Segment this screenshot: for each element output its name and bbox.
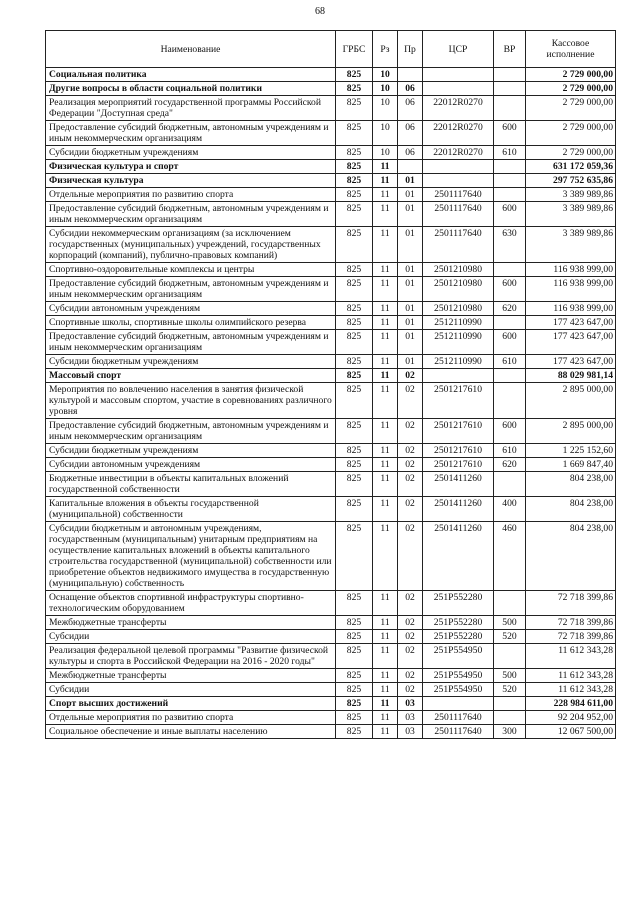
cell-csr: 251P554950	[423, 683, 494, 697]
cell-amount: 11 612 343,28	[526, 644, 616, 669]
table-row	[46, 355, 616, 369]
cell-rz: 11	[373, 227, 398, 263]
cell-name: Межбюджетные трансферты	[46, 616, 336, 630]
cell-amount: 804 238,00	[526, 522, 616, 591]
cell-amount: 177 423 647,00	[526, 330, 616, 355]
cell-csr: 22012R0270	[423, 146, 494, 160]
cell-grbs: 825	[336, 82, 373, 96]
cell-grbs: 825	[336, 497, 373, 522]
table-row	[46, 497, 616, 522]
cell-csr: 2501411260	[423, 522, 494, 591]
cell-vr: 620	[494, 458, 526, 472]
cell-vr: 610	[494, 444, 526, 458]
cell-name: Предоставление субсидий бюджетным, автономным учреждениям и иным некоммерческим организациям	[46, 121, 336, 146]
table-row	[46, 644, 616, 669]
cell-name: Физическая культура и спорт	[46, 160, 336, 174]
cell-csr: 251P552280	[423, 616, 494, 630]
cell-csr: 2501117640	[423, 711, 494, 725]
table-row	[46, 316, 616, 330]
table-row	[46, 683, 616, 697]
cell-csr: 2501217610	[423, 444, 494, 458]
cell-amount: 116 938 999,00	[526, 277, 616, 302]
cell-grbs: 825	[336, 419, 373, 444]
cell-csr: 2501210980	[423, 277, 494, 302]
cell-pr: 03	[398, 725, 423, 739]
cell-pr: 02	[398, 522, 423, 591]
cell-grbs: 825	[336, 591, 373, 616]
cell-vr: 630	[494, 227, 526, 263]
header-pr: Пр	[398, 31, 423, 68]
cell-name: Спортивно-оздоровительные комплексы и центры	[46, 263, 336, 277]
cell-pr: 01	[398, 202, 423, 227]
table-row	[46, 160, 616, 174]
cell-grbs: 825	[336, 160, 373, 174]
cell-csr	[423, 68, 494, 82]
cell-vr: 520	[494, 630, 526, 644]
cell-amount: 228 984 611,00	[526, 697, 616, 711]
cell-vr: 600	[494, 419, 526, 444]
cell-amount: 116 938 999,00	[526, 302, 616, 316]
cell-vr: 600	[494, 121, 526, 146]
cell-name: Межбюджетные трансферты	[46, 669, 336, 683]
cell-rz: 11	[373, 277, 398, 302]
cell-pr: 01	[398, 174, 423, 188]
cell-rz: 11	[373, 160, 398, 174]
table-row	[46, 96, 616, 121]
table-row	[46, 383, 616, 419]
header-row	[46, 31, 616, 68]
table-row	[46, 616, 616, 630]
cell-rz: 11	[373, 316, 398, 330]
cell-csr: 251P554950	[423, 669, 494, 683]
cell-csr: 2501117640	[423, 725, 494, 739]
cell-name: Физическая культура	[46, 174, 336, 188]
cell-pr: 02	[398, 591, 423, 616]
cell-name: Бюджетные инвестиции в объекты капитальных вложений государственной собственности	[46, 472, 336, 497]
cell-grbs: 825	[336, 302, 373, 316]
cell-vr: 600	[494, 330, 526, 355]
cell-vr	[494, 160, 526, 174]
table-row	[46, 330, 616, 355]
cell-pr: 02	[398, 497, 423, 522]
cell-pr: 02	[398, 644, 423, 669]
cell-grbs: 825	[336, 522, 373, 591]
cell-pr: 06	[398, 146, 423, 160]
cell-grbs: 825	[336, 277, 373, 302]
cell-pr: 03	[398, 711, 423, 725]
cell-grbs: 825	[336, 697, 373, 711]
cell-csr: 2501217610	[423, 383, 494, 419]
cell-vr: 600	[494, 202, 526, 227]
table-row	[46, 522, 616, 591]
cell-pr: 02	[398, 369, 423, 383]
cell-name: Реализация мероприятий государственной программы Российской Федерации "Доступная среда"	[46, 96, 336, 121]
cell-amount: 92 204 952,00	[526, 711, 616, 725]
cell-pr: 02	[398, 419, 423, 444]
cell-vr: 600	[494, 277, 526, 302]
cell-csr: 2501117640	[423, 202, 494, 227]
cell-amount: 2 895 000,00	[526, 383, 616, 419]
cell-rz: 11	[373, 419, 398, 444]
table-row	[46, 369, 616, 383]
cell-pr: 02	[398, 630, 423, 644]
cell-vr: 500	[494, 669, 526, 683]
cell-amount: 2 729 000,00	[526, 82, 616, 96]
cell-rz: 10	[373, 82, 398, 96]
cell-grbs: 825	[336, 369, 373, 383]
cell-rz: 11	[373, 369, 398, 383]
cell-pr: 02	[398, 472, 423, 497]
cell-amount: 116 938 999,00	[526, 263, 616, 277]
cell-rz: 11	[373, 497, 398, 522]
table-row	[46, 419, 616, 444]
cell-csr: 2501117640	[423, 188, 494, 202]
cell-csr	[423, 174, 494, 188]
cell-grbs: 825	[336, 458, 373, 472]
cell-vr: 610	[494, 355, 526, 369]
cell-vr	[494, 472, 526, 497]
table-row	[46, 146, 616, 160]
table-row	[46, 697, 616, 711]
cell-amount: 2 729 000,00	[526, 68, 616, 82]
cell-name: Социальное обеспечение и иные выплаты населению	[46, 725, 336, 739]
cell-name: Субсидии бюджетным учреждениям	[46, 355, 336, 369]
table-row	[46, 277, 616, 302]
cell-grbs: 825	[336, 616, 373, 630]
cell-name: Мероприятия по вовлечению населения в занятия физической культурой и массовым спортом, участие в соревнованиях различного уровня	[46, 383, 336, 419]
cell-pr: 02	[398, 683, 423, 697]
cell-csr: 2501210980	[423, 263, 494, 277]
cell-csr: 2501217610	[423, 458, 494, 472]
cell-vr	[494, 82, 526, 96]
cell-name: Реализация федеральной целевой программы "Развитие физической культуры и спорта в Российской Федерации на 2016 - 2020 годы"	[46, 644, 336, 669]
cell-rz: 11	[373, 444, 398, 458]
table-row	[46, 458, 616, 472]
cell-name: Спорт высших достижений	[46, 697, 336, 711]
cell-rz: 10	[373, 68, 398, 82]
cell-csr	[423, 82, 494, 96]
cell-name: Предоставление субсидий бюджетным, автономным учреждениям и иным некоммерческим организациям	[46, 419, 336, 444]
cell-vr	[494, 316, 526, 330]
cell-vr	[494, 68, 526, 82]
table-row	[46, 302, 616, 316]
table-row	[46, 444, 616, 458]
cell-grbs: 825	[336, 227, 373, 263]
cell-name: Социальная политика	[46, 68, 336, 82]
cell-amount: 11 612 343,28	[526, 669, 616, 683]
cell-amount: 1 669 847,40	[526, 458, 616, 472]
cell-amount: 88 029 981,14	[526, 369, 616, 383]
cell-amount: 11 612 343,28	[526, 683, 616, 697]
cell-pr: 01	[398, 316, 423, 330]
cell-rz: 10	[373, 96, 398, 121]
cell-pr: 02	[398, 669, 423, 683]
cell-amount: 297 752 635,86	[526, 174, 616, 188]
cell-pr: 01	[398, 277, 423, 302]
cell-name: Субсидии бюджетным и автономным учреждениям, государственным (муниципальным) унитарным предприятиям на осуществление капитальных вложений в объекты капитального строительства государственной (муниципальной) собственности или приобретение объектов недвижимого имущества в государственную (муниципальную) собственность	[46, 522, 336, 591]
cell-rz: 11	[373, 174, 398, 188]
cell-pr: 06	[398, 82, 423, 96]
cell-grbs: 825	[336, 121, 373, 146]
cell-vr: 300	[494, 725, 526, 739]
cell-pr: 06	[398, 121, 423, 146]
cell-rz: 11	[373, 355, 398, 369]
cell-rz: 11	[373, 458, 398, 472]
cell-rz: 11	[373, 669, 398, 683]
cell-rz: 11	[373, 188, 398, 202]
cell-vr: 460	[494, 522, 526, 591]
table-row	[46, 188, 616, 202]
cell-csr	[423, 160, 494, 174]
table-row	[46, 725, 616, 739]
cell-csr: 2512110990	[423, 316, 494, 330]
cell-grbs: 825	[336, 669, 373, 683]
cell-rz: 11	[373, 616, 398, 630]
cell-amount: 804 238,00	[526, 472, 616, 497]
table-row	[46, 227, 616, 263]
cell-grbs: 825	[336, 202, 373, 227]
cell-rz: 11	[373, 522, 398, 591]
cell-grbs: 825	[336, 174, 373, 188]
cell-rz: 11	[373, 644, 398, 669]
cell-amount: 3 389 989,86	[526, 202, 616, 227]
table-body	[46, 68, 616, 739]
cell-amount: 1 225 152,60	[526, 444, 616, 458]
cell-amount: 2 729 000,00	[526, 146, 616, 160]
header-name: Наименование	[46, 31, 336, 68]
cell-vr	[494, 383, 526, 419]
cell-rz: 11	[373, 725, 398, 739]
cell-rz: 11	[373, 302, 398, 316]
cell-amount: 3 389 989,86	[526, 227, 616, 263]
cell-name: Отдельные мероприятия по развитию спорта	[46, 711, 336, 725]
table-row	[46, 82, 616, 96]
cell-csr: 22012R0270	[423, 121, 494, 146]
cell-pr	[398, 68, 423, 82]
cell-amount: 177 423 647,00	[526, 355, 616, 369]
cell-name: Капитальные вложения в объекты государственной (муниципальной) собственности	[46, 497, 336, 522]
cell-rz: 11	[373, 630, 398, 644]
cell-pr: 01	[398, 188, 423, 202]
cell-amount: 177 423 647,00	[526, 316, 616, 330]
cell-grbs: 825	[336, 68, 373, 82]
cell-pr: 02	[398, 458, 423, 472]
cell-rz: 11	[373, 330, 398, 355]
cell-name: Субсидии	[46, 630, 336, 644]
cell-csr: 251P552280	[423, 630, 494, 644]
cell-grbs: 825	[336, 96, 373, 121]
cell-grbs: 825	[336, 711, 373, 725]
cell-name: Массовый спорт	[46, 369, 336, 383]
cell-grbs: 825	[336, 330, 373, 355]
cell-name: Отдельные мероприятия по развитию спорта	[46, 188, 336, 202]
cell-grbs: 825	[336, 444, 373, 458]
cell-grbs: 825	[336, 683, 373, 697]
cell-name: Субсидии бюджетным учреждениям	[46, 444, 336, 458]
cell-grbs: 825	[336, 146, 373, 160]
cell-vr: 520	[494, 683, 526, 697]
cell-rz: 11	[373, 263, 398, 277]
cell-csr: 2501217610	[423, 419, 494, 444]
cell-amount: 72 718 399,86	[526, 616, 616, 630]
cell-pr: 03	[398, 697, 423, 711]
table-row	[46, 121, 616, 146]
cell-amount: 631 172 059,36	[526, 160, 616, 174]
cell-csr: 2501210980	[423, 302, 494, 316]
cell-amount: 804 238,00	[526, 497, 616, 522]
cell-amount: 72 718 399,86	[526, 630, 616, 644]
cell-name: Субсидии бюджетным учреждениям	[46, 146, 336, 160]
cell-pr: 01	[398, 227, 423, 263]
cell-pr: 06	[398, 96, 423, 121]
cell-pr: 01	[398, 355, 423, 369]
cell-name: Предоставление субсидий бюджетным, автономным учреждениям и иным некоммерческим организациям	[46, 330, 336, 355]
cell-grbs: 825	[336, 472, 373, 497]
cell-csr: 2501117640	[423, 227, 494, 263]
cell-name: Субсидии некоммерческим организациям (за исключением государственных (муниципальных) учреждений, государственных корпораций (компаний), публично-правовых компаний)	[46, 227, 336, 263]
header-amount: Кассовое исполнение	[526, 31, 616, 68]
cell-vr	[494, 697, 526, 711]
cell-csr: 251P554950	[423, 644, 494, 669]
cell-rz: 11	[373, 383, 398, 419]
cell-csr: 251P552280	[423, 591, 494, 616]
cell-name: Субсидии автономным учреждениям	[46, 302, 336, 316]
cell-vr: 610	[494, 146, 526, 160]
cell-amount: 2 729 000,00	[526, 121, 616, 146]
cell-rz: 11	[373, 711, 398, 725]
cell-amount: 2 895 000,00	[526, 419, 616, 444]
cell-pr: 02	[398, 444, 423, 458]
cell-rz: 11	[373, 202, 398, 227]
cell-amount: 2 729 000,00	[526, 96, 616, 121]
budget-table	[45, 30, 616, 739]
cell-vr	[494, 369, 526, 383]
cell-name: Предоставление субсидий бюджетным, автономным учреждениям и иным некоммерческим организациям	[46, 202, 336, 227]
cell-amount: 72 718 399,86	[526, 591, 616, 616]
cell-vr	[494, 711, 526, 725]
cell-pr: 02	[398, 383, 423, 419]
cell-rz: 10	[373, 146, 398, 160]
cell-amount: 3 389 989,86	[526, 188, 616, 202]
table-row	[46, 174, 616, 188]
table-row	[46, 68, 616, 82]
table-row	[46, 202, 616, 227]
cell-vr	[494, 263, 526, 277]
cell-rz: 10	[373, 121, 398, 146]
cell-grbs: 825	[336, 316, 373, 330]
table-row	[46, 630, 616, 644]
cell-name: Субсидии	[46, 683, 336, 697]
cell-grbs: 825	[336, 355, 373, 369]
cell-name: Оснащение объектов спортивной инфраструктуры спортивно-технологическим оборудованием	[46, 591, 336, 616]
page-number: 68	[315, 6, 325, 17]
cell-vr	[494, 96, 526, 121]
cell-name: Другие вопросы в области социальной политики	[46, 82, 336, 96]
cell-csr: 2501411260	[423, 497, 494, 522]
header-vr: ВР	[494, 31, 526, 68]
cell-pr: 01	[398, 263, 423, 277]
cell-pr: 02	[398, 616, 423, 630]
cell-csr	[423, 369, 494, 383]
header-grbs: ГРБС	[336, 31, 373, 68]
cell-grbs: 825	[336, 630, 373, 644]
cell-vr: 620	[494, 302, 526, 316]
cell-rz: 11	[373, 683, 398, 697]
cell-grbs: 825	[336, 188, 373, 202]
cell-amount: 12 067 500,00	[526, 725, 616, 739]
cell-pr: 01	[398, 302, 423, 316]
cell-csr: 22012R0270	[423, 96, 494, 121]
cell-vr	[494, 591, 526, 616]
cell-grbs: 825	[336, 644, 373, 669]
cell-grbs: 825	[336, 725, 373, 739]
cell-vr	[494, 174, 526, 188]
cell-csr: 2512110990	[423, 355, 494, 369]
cell-csr: 2512110990	[423, 330, 494, 355]
cell-csr	[423, 697, 494, 711]
cell-name: Спортивные школы, спортивные школы олимпийского резерва	[46, 316, 336, 330]
cell-rz: 11	[373, 472, 398, 497]
cell-grbs: 825	[336, 383, 373, 419]
cell-grbs: 825	[336, 263, 373, 277]
table-row	[46, 669, 616, 683]
cell-pr	[398, 160, 423, 174]
cell-vr	[494, 644, 526, 669]
cell-rz: 11	[373, 591, 398, 616]
cell-rz: 11	[373, 697, 398, 711]
table-row	[46, 591, 616, 616]
cell-name: Предоставление субсидий бюджетным, автономным учреждениям и иным некоммерческим организациям	[46, 277, 336, 302]
cell-csr: 2501411260	[423, 472, 494, 497]
header-csr: ЦСР	[423, 31, 494, 68]
header-rz: Рз	[373, 31, 398, 68]
table-row	[46, 263, 616, 277]
cell-name: Субсидии автономным учреждениям	[46, 458, 336, 472]
cell-vr: 500	[494, 616, 526, 630]
cell-vr	[494, 188, 526, 202]
table-row	[46, 711, 616, 725]
cell-pr: 01	[398, 330, 423, 355]
table-row	[46, 472, 616, 497]
cell-vr: 400	[494, 497, 526, 522]
